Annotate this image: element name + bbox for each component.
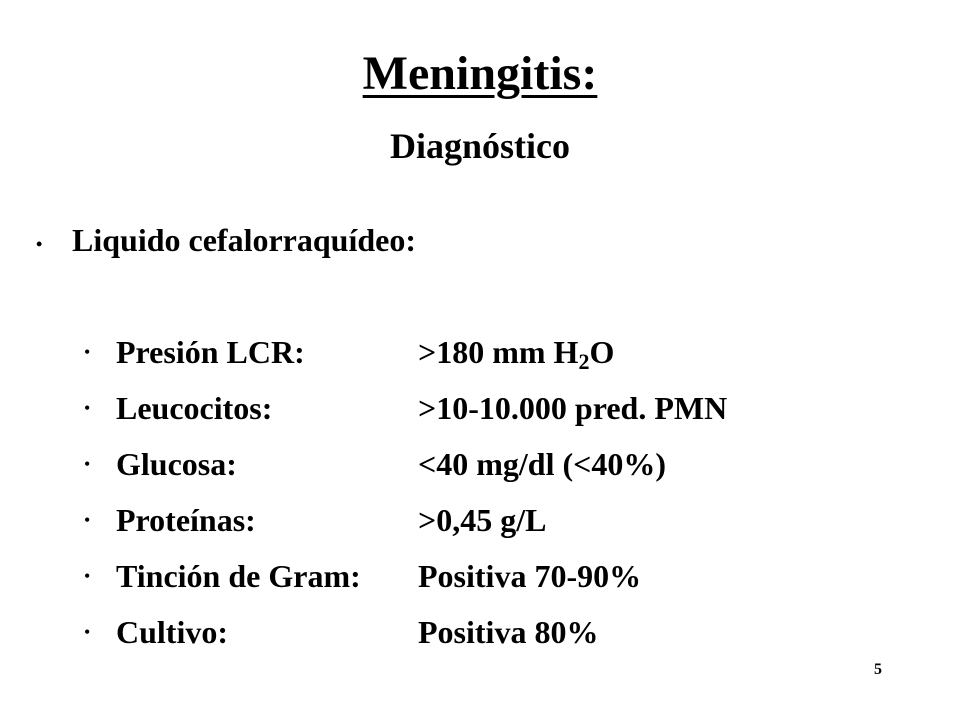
list-item xyxy=(84,324,904,380)
bullet-icon: • xyxy=(84,341,91,362)
bullet-icon: • xyxy=(84,397,91,418)
bullet-icon: • xyxy=(84,453,91,474)
list-item xyxy=(84,604,904,660)
item-value: Positiva 80% xyxy=(418,613,599,650)
item-label: Proteínas: xyxy=(116,501,256,538)
bullet-icon: • xyxy=(84,509,91,530)
item-label: Cultivo: xyxy=(116,613,228,650)
item-value: >180 mm $H_2O$ xyxy=(418,333,615,374)
item-label: Glucosa: xyxy=(116,445,237,482)
item-label: Presión LCR: xyxy=(116,333,305,370)
item-value: <40 mg/dl (<40%) xyxy=(418,445,667,482)
slide-title: Meningitis: xyxy=(362,47,598,100)
main-bullet xyxy=(36,218,416,266)
list-item xyxy=(84,436,904,492)
item-value: >10-10.000 pred. PMN xyxy=(418,389,728,426)
bullet-icon: • xyxy=(84,621,91,642)
item-label: Tinción de Gram: xyxy=(116,557,361,594)
item-value: >0,45 g/L xyxy=(418,501,547,538)
csf-findings-list xyxy=(84,324,904,660)
slide-subtitle: Diagnóstico xyxy=(390,126,570,166)
bullet-icon: • xyxy=(84,565,91,586)
page-number: 5 xyxy=(874,661,882,678)
list-item xyxy=(84,548,904,604)
list-item xyxy=(84,380,904,436)
main-bullet-label: Liquido cefalorraquídeo: xyxy=(72,222,417,258)
item-label: Leucocitos: xyxy=(116,389,273,426)
bullet-icon: • xyxy=(36,233,43,254)
item-value: Positiva 70-90% xyxy=(418,557,642,594)
list-item xyxy=(84,492,904,548)
